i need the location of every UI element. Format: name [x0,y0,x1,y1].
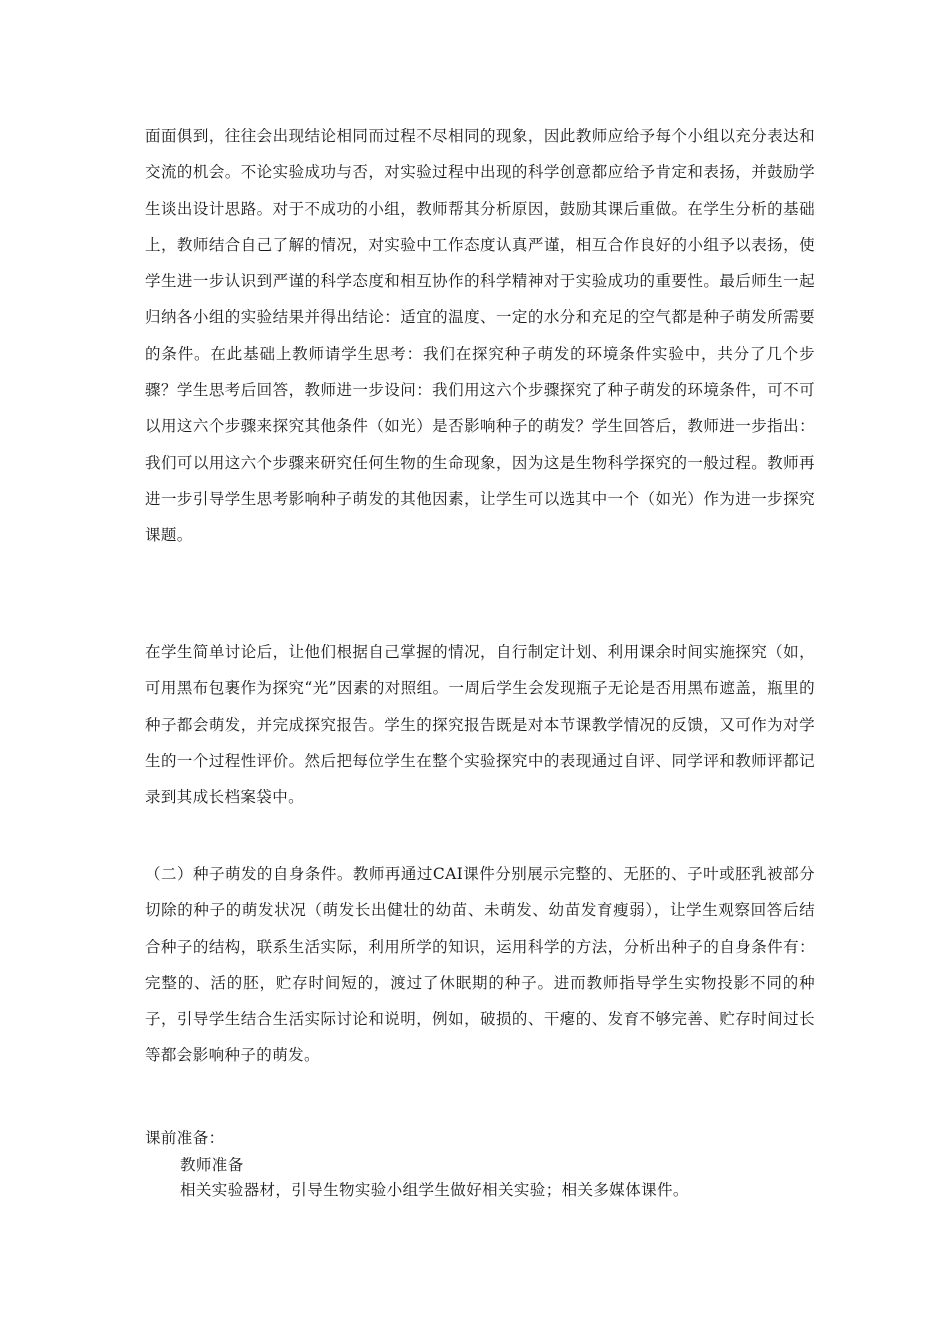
preparation-heading: 课前准备： [145,1129,225,1147]
paragraph-seed-self-conditions: （二）种子萌发的自身条件。教师再通过CAI课件分别展示完整的、无胚的、子叶或胚乳被部分切除的种子的萌发状况（萌发长出健壮的幼苗、未萌发、幼苗发育瘦弱），让学生观察回答后结合种子的结构，联系生活实际，利用所学的知识，运用科学的方法，分析出种子的自身条件有：完整的、活的胚，贮存时间短的，渡过了休眠期的种子。进而教师指导学生实物投影不同的种子，引导学生结合生活实际讨论和说明，例如，破损的、干瘪的、发育不够完善、贮存时间过长等都会影响种子的萌发。 [145,865,815,1065]
paragraph-extended-inquiry: 在学生简单讨论后，让他们根据自己掌握的情况，自行制定计划、利用课余时间实施探究（如，可用黑布包裹作为探究“光”因素的对照组。一周后学生会发现瓶子无论是否用黑布遮盖，瓶里的种子都会萌发，并完成探究报告。学生的探究报告既是对本节课教学情况的反馈，又可作为对学生的一个过程性评价。然后把每位学生在整个实验探究中的表现通过自评、同学评和教师评都记录到其成长档案袋中。 [145,643,815,807]
teacher-preparation-items: 相关实验器材，引导生物实验小组学生做好相关实验；相关多媒体课件。 [180,1181,689,1199]
teacher-preparation-heading: 教师准备 [180,1156,244,1174]
paragraph-experiment-discussion: 面面俱到，往往会出现结论相同而过程不尽相同的现象，因此教师应给予每个小组以充分表达和交流的机会。不论实验成功与否，对实验过程中出现的科学创意都应给予肯定和表扬，并鼓励学生谈出设计思路。对于不成功的小组，教师帮其分析原因，鼓励其课后重做。在学生分析的基础上，教师结合自己了解的情况，对实验中工作态度认真严谨，相互合作良好的小组予以表扬，使学生进一步认识到严谨的科学态度和相互协作的科学精神对于实验成功的重要性。最后师生一起归纳各小组的实验结果并得出结论：适宜的温度、一定的水分和充足的空气都是种子萌发所需要的条件。在此基础上教师请学生思考：我们在探究种子萌发的环境条件实验中，共分了几个步骤？学生思考后回答，教师进一步设问：我们用这六个步骤探究了种子萌发的环境条件，可不可以用这六个步骤来探究其他条件（如光）是否影响种子的萌发？学生回答后，教师进一步指出：我们可以用这六个步骤来研究任何生物的生命现象，因为这是生物科学探究的一般过程。教师再进一步引导学生思考影响种子萌发的其他因素，让学生可以选其中一个（如光）作为进一步探究课题。 [145,127,815,545]
